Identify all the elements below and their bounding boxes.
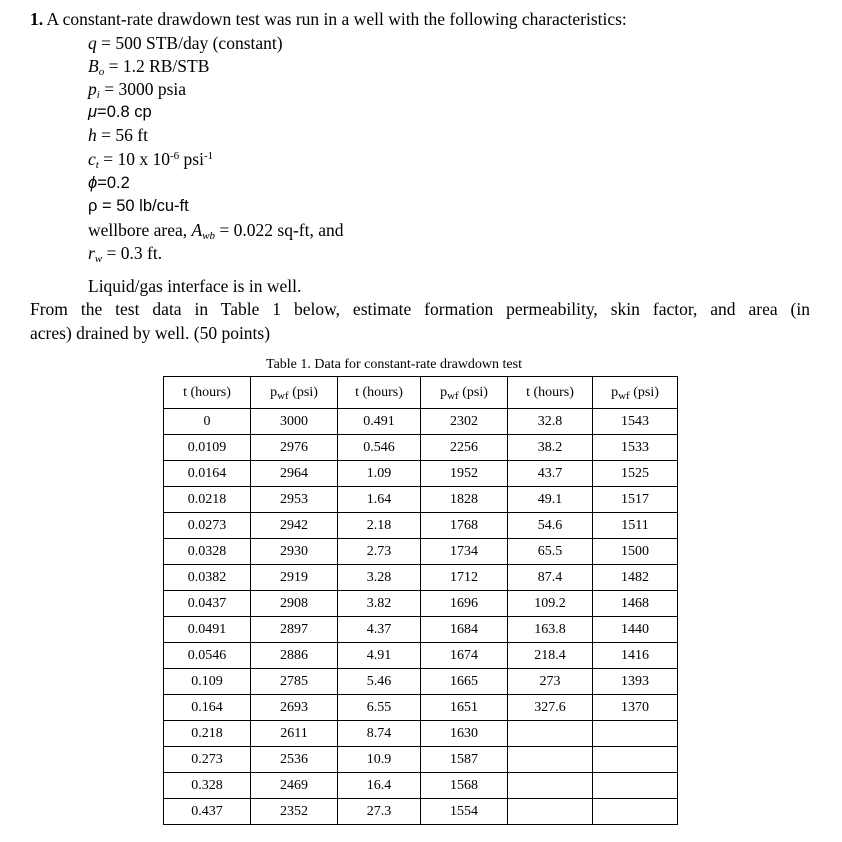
table-cell: 1768 xyxy=(421,513,508,539)
table-cell: 1416 xyxy=(593,643,678,669)
table-cell: 1533 xyxy=(593,435,678,461)
table-cell: 4.91 xyxy=(338,643,421,669)
problem-statement xyxy=(30,8,627,30)
table-cell: 1712 xyxy=(421,565,508,591)
table-cell: 0.0164 xyxy=(164,461,251,487)
table-cell: 1440 xyxy=(593,617,678,643)
table-cell: 2953 xyxy=(251,487,338,513)
table-row xyxy=(164,539,678,565)
table-cell: 54.6 xyxy=(508,513,593,539)
table-cell: 163.8 xyxy=(508,617,593,643)
table-cell: 1370 xyxy=(593,695,678,721)
table-cell: 0.491 xyxy=(338,409,421,435)
table-row xyxy=(164,409,678,435)
table-cell: 1665 xyxy=(421,669,508,695)
table-cell: 10.9 xyxy=(338,747,421,773)
column-header: $p_{wf}$ (psi) xyxy=(421,377,508,409)
table-row xyxy=(164,747,678,773)
param-awb: wellbore area, $A_{wb} = 0.022$ sq-ft, and xyxy=(88,220,344,242)
param-pi: $p_i = 3000$ psia xyxy=(88,79,187,101)
table-cell: 2.73 xyxy=(338,539,421,565)
table-caption: Table 1. Data for constant-rate drawdown test xyxy=(266,357,522,372)
table-cell: 2469 xyxy=(251,773,338,799)
table-cell: 0.0382 xyxy=(164,565,251,591)
param-mu: μ=0.8 cp xyxy=(88,103,152,121)
table-cell xyxy=(508,747,593,773)
table-cell: 0.164 xyxy=(164,695,251,721)
table-row xyxy=(164,487,678,513)
table-cell xyxy=(508,799,593,825)
table-cell: 2785 xyxy=(251,669,338,695)
table-row xyxy=(164,695,678,721)
table-cell: 1543 xyxy=(593,409,678,435)
table-cell: 0.0109 xyxy=(164,435,251,461)
table-row xyxy=(164,565,678,591)
table-cell: 327.6 xyxy=(508,695,593,721)
table-cell: 2536 xyxy=(251,747,338,773)
table-cell: 0 xyxy=(164,409,251,435)
table-cell: 1500 xyxy=(593,539,678,565)
table-row xyxy=(164,669,678,695)
table-cell: 109.2 xyxy=(508,591,593,617)
table-cell: 3.28 xyxy=(338,565,421,591)
table-cell: 2976 xyxy=(251,435,338,461)
table-row xyxy=(164,617,678,643)
table-cell: 2256 xyxy=(421,435,508,461)
table-cell: 2930 xyxy=(251,539,338,565)
table-cell: 2897 xyxy=(251,617,338,643)
table-cell: 1482 xyxy=(593,565,678,591)
table-row xyxy=(164,435,678,461)
table-cell: 2302 xyxy=(421,409,508,435)
param-bo: $B_o = 1.2$ RB/STB xyxy=(88,56,210,78)
param-rho: ρ = 50 lb/cu-ft xyxy=(88,197,189,215)
table-cell xyxy=(593,747,678,773)
table-cell: 2611 xyxy=(251,721,338,747)
table-cell: 1734 xyxy=(421,539,508,565)
table-row xyxy=(164,591,678,617)
table-cell: 3.82 xyxy=(338,591,421,617)
table-cell: 1511 xyxy=(593,513,678,539)
table-cell: 1630 xyxy=(421,721,508,747)
problem-intro: A constant-rate drawdown test was run in a well with the following characteristics: xyxy=(46,9,627,29)
table-cell: 0.218 xyxy=(164,721,251,747)
problem-note: Liquid/gas interface is in well. xyxy=(88,276,302,296)
table-cell: 49.1 xyxy=(508,487,593,513)
table-cell: 38.2 xyxy=(508,435,593,461)
param-h: h = 56 ft xyxy=(88,125,148,145)
table-row xyxy=(164,773,678,799)
table-cell xyxy=(508,773,593,799)
table-cell: 0.0491 xyxy=(164,617,251,643)
table-row xyxy=(164,643,678,669)
table-cell: 0.437 xyxy=(164,799,251,825)
table-cell xyxy=(593,721,678,747)
table-cell: 2352 xyxy=(251,799,338,825)
table-cell: 0.546 xyxy=(338,435,421,461)
table-cell: 87.4 xyxy=(508,565,593,591)
table-body xyxy=(164,409,678,825)
table-cell xyxy=(508,721,593,747)
table-cell: 43.7 xyxy=(508,461,593,487)
table-cell: 32.8 xyxy=(508,409,593,435)
table-cell: 65.5 xyxy=(508,539,593,565)
task-line-2: acres) drained by well. (50 points) xyxy=(30,323,271,343)
table-cell: 6.55 xyxy=(338,695,421,721)
table-cell xyxy=(593,773,678,799)
param-q: q = 500 STB/day (constant) xyxy=(88,33,283,53)
table-cell: 0.0328 xyxy=(164,539,251,565)
problem-number: 1. xyxy=(30,9,44,29)
column-header: $p_{wf}$ (psi) xyxy=(593,377,678,409)
table-row xyxy=(164,461,678,487)
table-cell: 1674 xyxy=(421,643,508,669)
data-table xyxy=(163,376,678,825)
table-cell: 0.0218 xyxy=(164,487,251,513)
table-row xyxy=(164,721,678,747)
table-cell: 1525 xyxy=(593,461,678,487)
task-line-1: From the test data in Table 1 below, estimate formation permeability, skin factor, and area (in xyxy=(30,299,810,319)
table-cell: 2.18 xyxy=(338,513,421,539)
column-header: t (hours) xyxy=(508,377,593,409)
table-header-row xyxy=(164,377,678,409)
table-cell: 1952 xyxy=(421,461,508,487)
param-ct: $c_t = 10$ x $10^{-6}$ psi$^{-1}$ xyxy=(88,149,214,171)
table-cell: 3000 xyxy=(251,409,338,435)
param-rw: $r_w = 0.3$ ft. xyxy=(88,243,163,265)
table-cell: 1468 xyxy=(593,591,678,617)
table-row xyxy=(164,513,678,539)
table-cell: 218.4 xyxy=(508,643,593,669)
table-cell: 2942 xyxy=(251,513,338,539)
column-header: t (hours) xyxy=(164,377,251,409)
param-phi: ϕ=0.2 xyxy=(88,174,130,192)
table-cell: 0.0546 xyxy=(164,643,251,669)
table-cell: 1587 xyxy=(421,747,508,773)
table-cell: 1393 xyxy=(593,669,678,695)
table-cell: 2919 xyxy=(251,565,338,591)
table-cell: 1.09 xyxy=(338,461,421,487)
table-cell: 1696 xyxy=(421,591,508,617)
table-cell: 1517 xyxy=(593,487,678,513)
table-cell: 0.0273 xyxy=(164,513,251,539)
table-cell: 273 xyxy=(508,669,593,695)
table-cell: 5.46 xyxy=(338,669,421,695)
table-cell: 0.109 xyxy=(164,669,251,695)
table-cell xyxy=(593,799,678,825)
table-cell: 0.273 xyxy=(164,747,251,773)
column-header: $p_{wf}$ (psi) xyxy=(251,377,338,409)
table-cell: 2693 xyxy=(251,695,338,721)
table-cell: 1.64 xyxy=(338,487,421,513)
table-cell: 4.37 xyxy=(338,617,421,643)
table-cell: 2886 xyxy=(251,643,338,669)
table-cell: 27.3 xyxy=(338,799,421,825)
table-cell: 2964 xyxy=(251,461,338,487)
table-cell: 0.328 xyxy=(164,773,251,799)
table-cell: 16.4 xyxy=(338,773,421,799)
table-cell: 0.0437 xyxy=(164,591,251,617)
table-cell: 2908 xyxy=(251,591,338,617)
table-cell: 1684 xyxy=(421,617,508,643)
table-row xyxy=(164,799,678,825)
table-cell: 8.74 xyxy=(338,721,421,747)
table-cell: 1828 xyxy=(421,487,508,513)
table-cell: 1568 xyxy=(421,773,508,799)
column-header: t (hours) xyxy=(338,377,421,409)
table-cell: 1651 xyxy=(421,695,508,721)
table-cell: 1554 xyxy=(421,799,508,825)
